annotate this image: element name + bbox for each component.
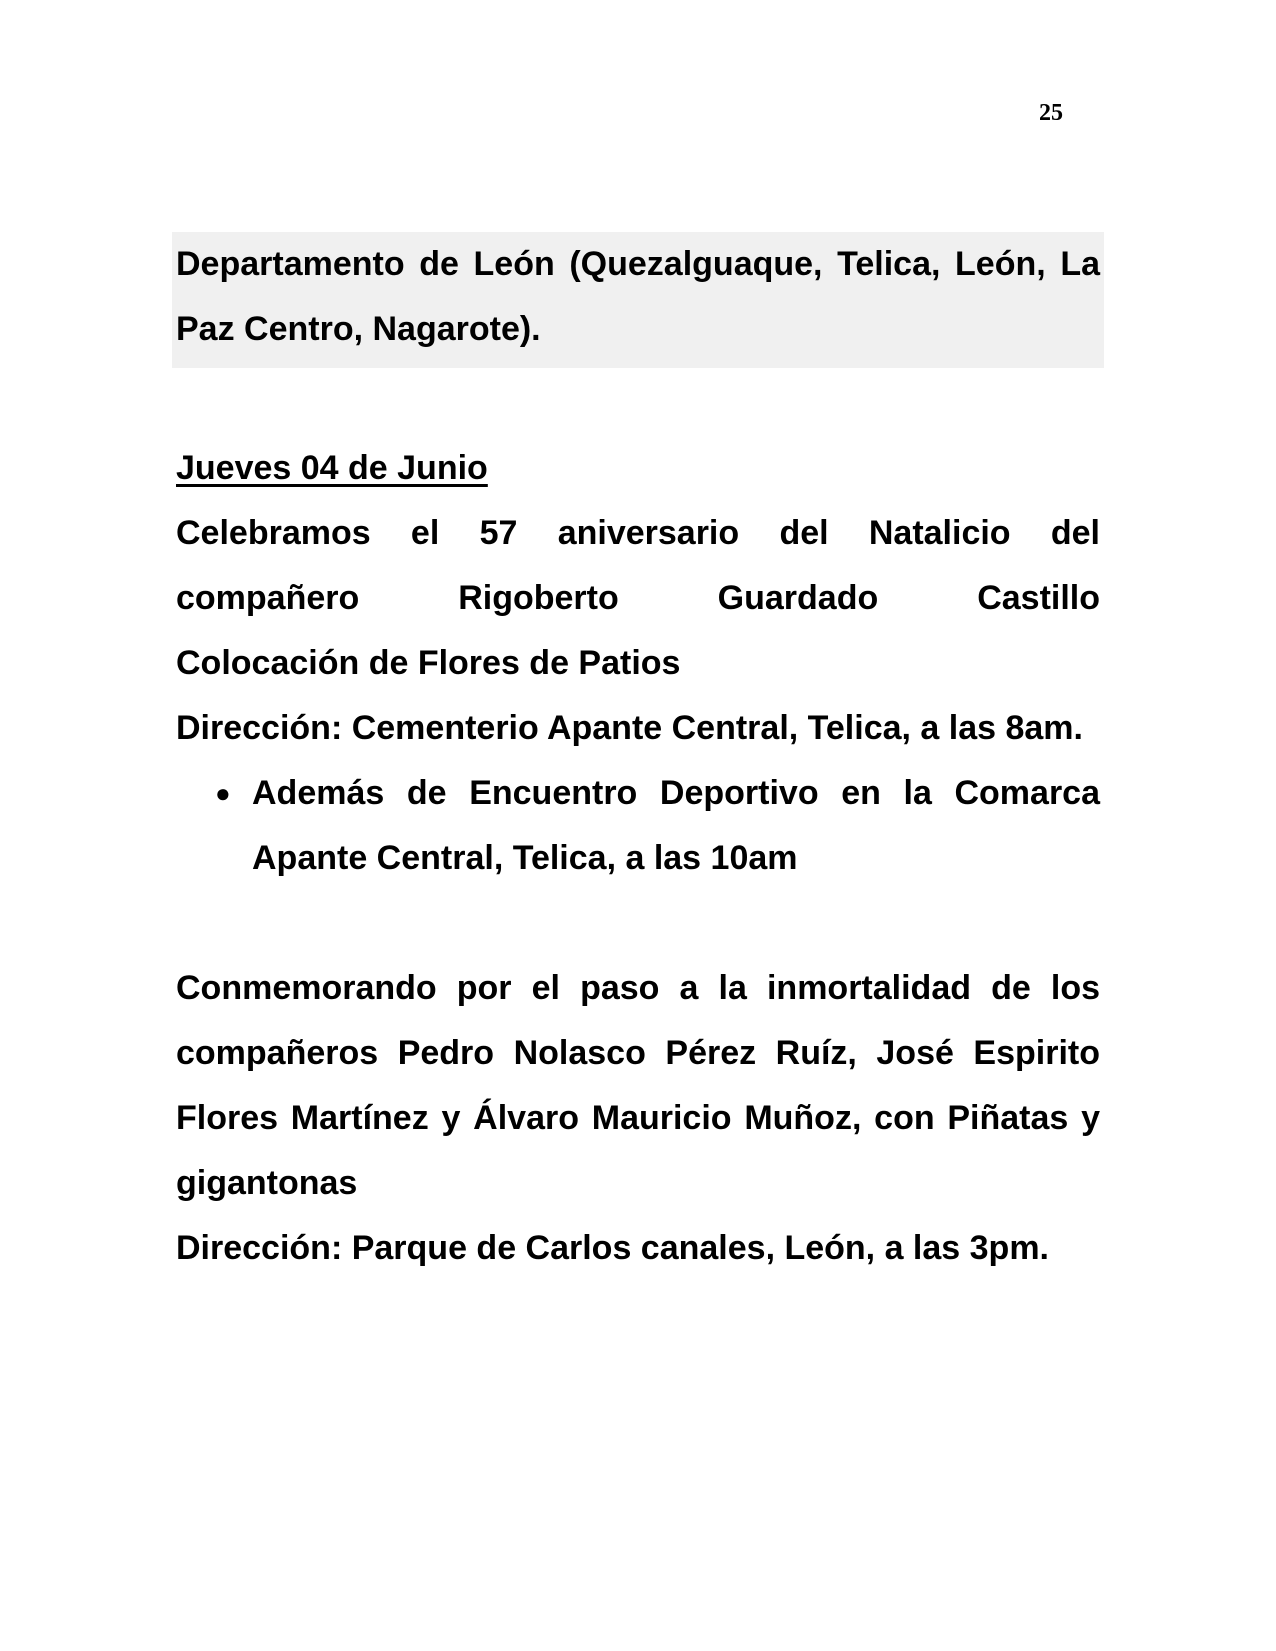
event1-address: Dirección: Cementerio Apante Central, Telica, a las 8am. (176, 709, 1083, 747)
event2-description: Conmemorando por el paso a la inmortalidad de los compañeros Pedro Nolasco Pérez Ruíz, José Espirito Flores Martínez y Álvaro Mauricio Muñoz, con Piñatas y gigantonas (176, 969, 1100, 1202)
bullet-list (176, 761, 1100, 891)
event2-address: Dirección: Parque de Carlos canales, León, a las 3pm. (176, 1229, 1049, 1267)
spacer (176, 891, 1100, 956)
event1-line-1: Celebramos el 57 aniversario del Natalicio del (176, 514, 1100, 552)
event-date-heading: Jueves 04 de Junio (176, 449, 488, 487)
bullet-icon: ● (215, 778, 231, 808)
page-number: 25 (1039, 100, 1063, 126)
event1-line-2: compañero Rigoberto Guardado Castillo (176, 579, 1100, 617)
document-body (176, 232, 1100, 1281)
event1-line-3: Colocación de Flores de Patios (176, 644, 681, 682)
bullet-text: Además de Encuentro Deportivo en la Comarca Apante Central, Telica, a las 10am (252, 774, 1100, 877)
list-item (176, 761, 1100, 891)
department-heading: Departamento de León (Quezalguaque, Telica, León, La Paz Centro, Nagarote). (172, 232, 1104, 368)
